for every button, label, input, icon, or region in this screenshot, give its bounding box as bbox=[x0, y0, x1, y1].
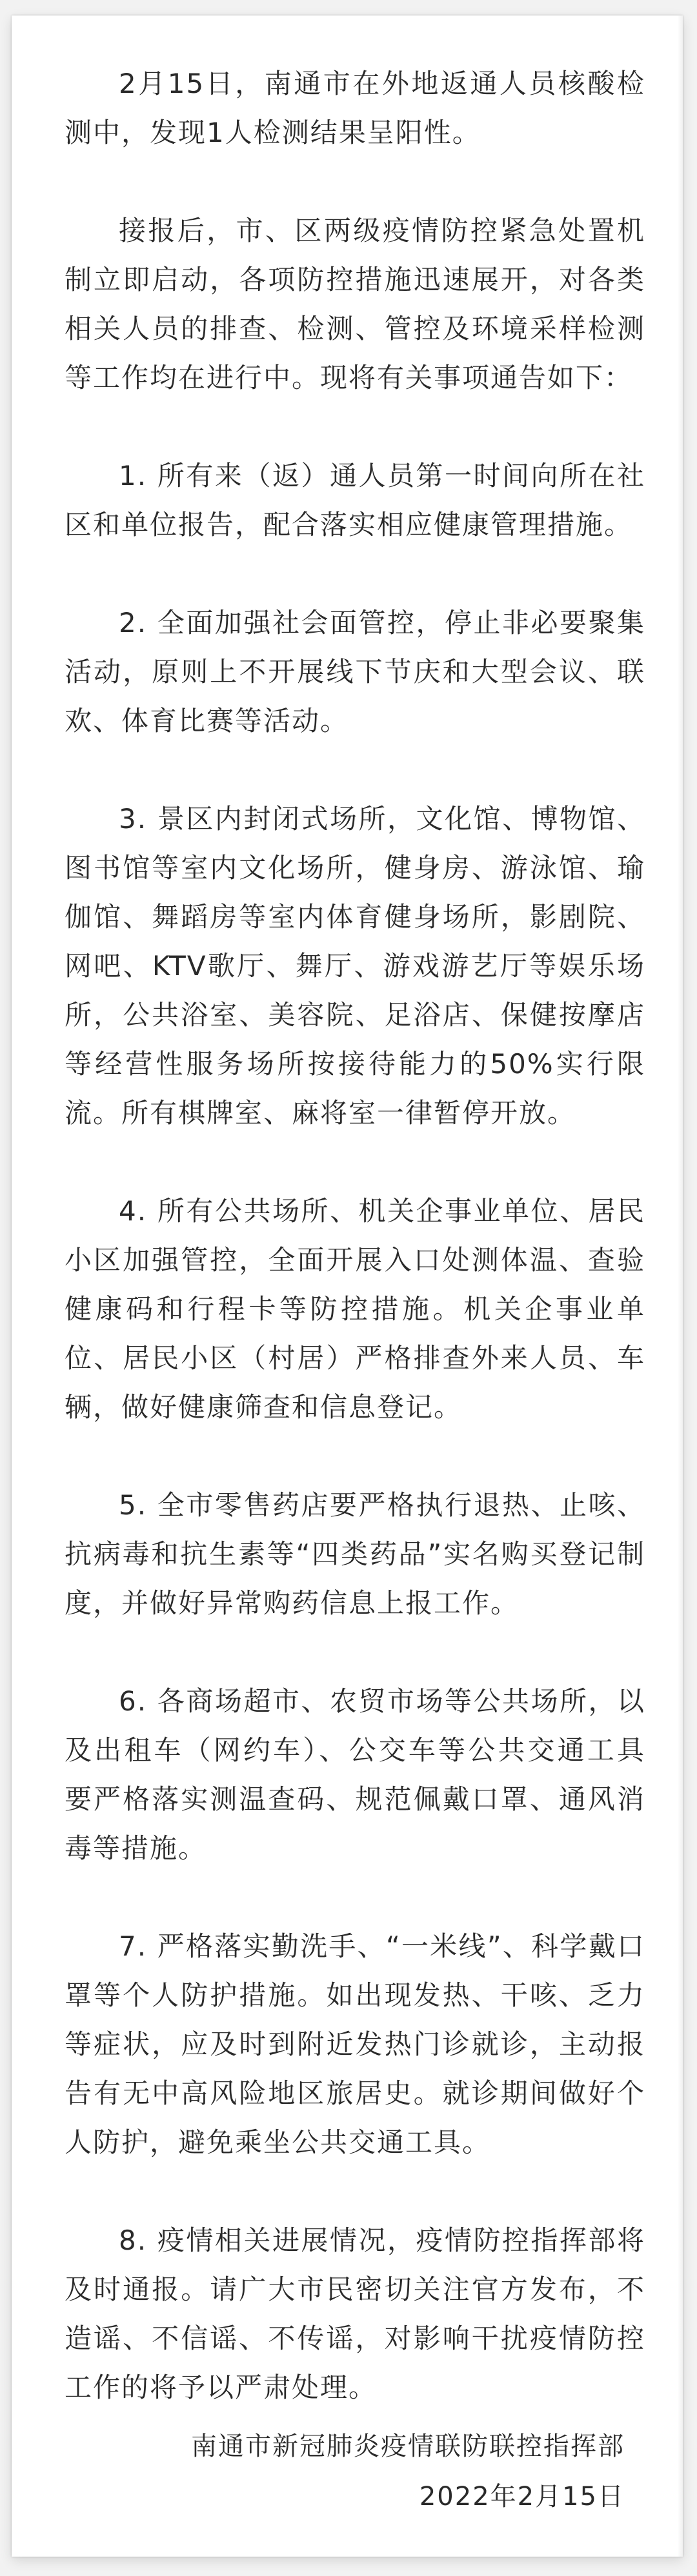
notice-body bbox=[65, 59, 645, 2461]
issuer-name: 南通市新冠肺炎疫情联防联控指挥部 bbox=[191, 2432, 625, 2461]
paragraph-item-3: 3. 景区内封闭式场所，文化馆、博物馆、图书馆等室内文化场所，健身房、游泳馆、瑜伽馆、舞蹈房等室内体育健身场所，影剧院、网吧、KTV歌厅、舞厅、游戏游艺厅等娱乐场所，公共浴室、美容院、足浴店、保健按摩店等经营性服务场所按接待能力的50%实行限流。所有棋牌室、麻将室一律暂停开放。 bbox=[65, 803, 645, 1129]
paragraph-item-7: 7. 严格落实勤洗手、“一米线”、科学戴口罩等个人防护措施。如出现发热、干咳、乏力等症状，应及时到附近发热门诊就诊，主动报告有无中高风险地区旅居史。就诊期间做好个人防护，避免乘坐公共交通工具。 bbox=[65, 1930, 645, 2158]
paragraph-item-4: 4. 所有公共场所、机关企事业单位、居民小区加强管控，全面开展入口处测体温、查验健康码和行程卡等防控措施。机关企事业单位、居民小区（村居）严格排查外来人员、车辆，做好健康筛查和信息登记。 bbox=[65, 1195, 645, 1423]
signature-block bbox=[191, 2421, 625, 2522]
paragraph-incident: 2月15日，南通市在外地返通人员核酸检测中，发现1人检测结果呈阳性。 bbox=[65, 68, 645, 148]
issue-date: 2022年2月15日 bbox=[419, 2482, 625, 2512]
paragraph-item-8: 8. 疫情相关进展情况，疫情防控指挥部将及时通报。请广大市民密切关注官方发布，不造谣、不信谣、不传谣，对影响干扰疫情防控工作的将予以严肃处理。 bbox=[65, 2224, 645, 2403]
paragraph-item-2: 2. 全面加强社会面管控，停止非必要聚集活动，原则上不开展线下节庆和大型会议、联欢、体育比赛等活动。 bbox=[65, 607, 645, 737]
paragraph-item-5: 5. 全市零售药店要严格执行退热、止咳、抗病毒和抗生素等“四类药品”实名购买登记制度，并做好异常购药信息上报工作。 bbox=[65, 1489, 645, 1619]
notice-paper bbox=[12, 15, 683, 2557]
paragraph-response: 接报后，市、区两级疫情防控紧急处置机制立即启动，各项防控措施迅速展开，对各类相关人员的排查、检测、管控及环境采样检测等工作均在进行中。现将有关事项通告如下： bbox=[65, 215, 645, 393]
paragraph-item-6: 6. 各商场超市、农贸市场等公共场所，以及出租车（网约车）、公交车等公共交通工具要严格落实测温查码、规范佩戴口罩、通风消毒等措施。 bbox=[65, 1685, 645, 1864]
paragraph-item-1: 1. 所有来（返）通人员第一时间向所在社区和单位报告，配合落实相应健康管理措施。 bbox=[65, 460, 645, 540]
